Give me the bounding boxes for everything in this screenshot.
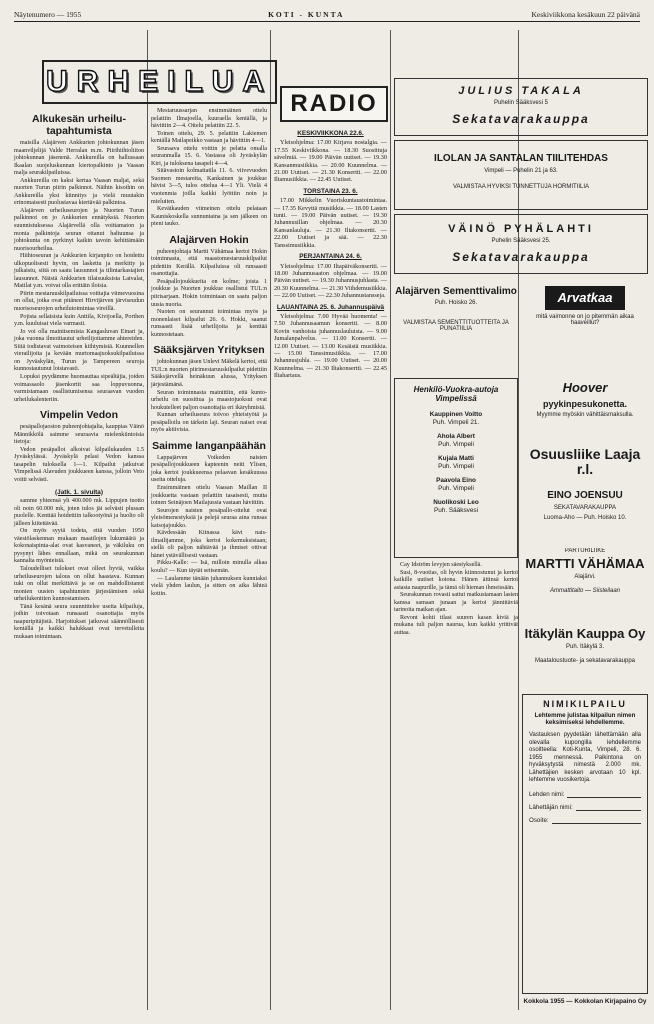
ad-title: Alajärven Sementtivalimo bbox=[395, 286, 517, 297]
ad-title: VÄINÖ PYHÄLAHTI bbox=[448, 223, 594, 235]
article-paragraph: Alajärven urheiluseurojen ja Nuorten Turun palkinnot on jo Ankkurien ennätyksiä. Nuorten suunnistuksessa Alajärvellä olla voittamaton ja monia palkintoja seuran ottanut haltuunsa ja johtokunta on pyrkinyt kaikin tavoin kehittämään nuorisourheilua. bbox=[14, 207, 144, 252]
ad-hoover bbox=[522, 378, 648, 440]
article-paragraph: Seurojen naisten pesäpallo-ottelut ovat yleisömenestyksiä ja pelejä seuraa aina runsas katsojajoukko. bbox=[151, 507, 267, 529]
continuation-label: (Jatk. 1. sivulta) bbox=[55, 488, 103, 496]
header-issue: Näytenumero — 1955 bbox=[14, 10, 82, 19]
article-title: Sääksjärven Yrityksen bbox=[153, 344, 265, 357]
sports-column-2 bbox=[151, 108, 267, 598]
sports-column bbox=[14, 108, 144, 641]
ad-desc: Maataloustuote- ja sekatavarakauppa bbox=[534, 658, 636, 664]
taxi-phone: Puh. Sääksvesi bbox=[433, 507, 479, 514]
contest-field-label: Osoite: bbox=[529, 816, 549, 824]
article-paragraph: Seuran toiminnasta mainittiin, että kunto-urheilu on suosittua ja maastojuoksut ovat houkutelleet paljon osanottajia eri ikäryhmistä. bbox=[151, 389, 267, 411]
ad-pre: PARTURILIIKE bbox=[564, 548, 606, 554]
sports-banner-title: URHEILUA bbox=[46, 65, 273, 98]
contest-title: NIMIKILPAILU bbox=[543, 699, 627, 709]
taxi-phone: Puh. Vimpeli bbox=[438, 485, 474, 492]
article-paragraph: samme yhteensä yli 400.000 mk. Lippujen tuotto oli noin 60.000 mk, joten tulos jäi selvästi plussan puolelle. Kenttää hoidettiin talkootyönä ja huolto oli jälleen kiitettävää. bbox=[14, 498, 144, 527]
ad-title: EINO JOENSUU bbox=[547, 490, 623, 501]
article-paragraph: Toinen ottelu, 29. 5. pelattiin Lakiemen kentällä Mailapeikko vastaan ja hävittiin 4—1. bbox=[151, 130, 267, 145]
ad-name: Sekatavarakauppa bbox=[452, 112, 590, 126]
radio-logo bbox=[280, 86, 388, 122]
ad-parturiliike bbox=[522, 548, 648, 614]
footer-printer: Kokkola 1955 — Kokkolan Kirjapaino Oy bbox=[523, 998, 647, 1005]
taxi-entry bbox=[395, 499, 517, 515]
taxi-phone: Puh. Vimpeli bbox=[438, 463, 474, 470]
article-title: Alajärven Hokin bbox=[169, 233, 249, 246]
article-paragraph: johtokunnan jäsen Unlevi Mäkelä kertoi, että TUL:n nuorten piirimestaruuskilpailut pidettiin Sääksjärvellä heinäkuun alussa, Yrityksen järjestämänä. bbox=[151, 359, 267, 388]
ad-subtitle: Alajärvi. bbox=[574, 574, 596, 580]
article-paragraph: Piirin mestaruuskilpailuissa voittajia viimevuosina on ollut, jotka ovat pitäneet Hirvijärven järviseudun nuorisoseurojen urheilutoimintaa vireillä. bbox=[14, 290, 144, 313]
taxi-name: Ahola Albert bbox=[437, 433, 475, 440]
ad-subtitle: Puhelin Sääksvesi 5 bbox=[493, 100, 549, 106]
taxi-name: Paavola Eino bbox=[436, 477, 476, 484]
article-paragraph: Lappajärven Voikeden naisten pesäpallojoukkueen kapteenin neiti Ylisen, joka kertoi joukkueensa pelaavan kesäkuussa useita otteluja. bbox=[151, 454, 267, 484]
article-paragraph: Lopuksi pyydämme huomauttaa sipeältäjia, joiden voimassaolo jäsenkortit saa loppuvuonna, varmistamaan osallistumisensa seuraavan vuoden urheilukalenteriin. bbox=[14, 373, 144, 403]
taxi-entry bbox=[395, 455, 517, 471]
header-paper-name: KOTI - KUNTA bbox=[268, 10, 345, 19]
contest-field-name bbox=[529, 791, 641, 798]
ad-arvatkaa bbox=[522, 280, 648, 376]
taxi-list bbox=[395, 411, 517, 515]
article-paragraph: Seuraava ottelu voittin je pelatta omalla seuranmalla 15. 6. Vastassa oli Jyväskylän Kiri, ja tuloksena tasapeli 4—4. bbox=[151, 145, 267, 167]
radio-day-heading: LAUANTAINA 25. 6. Juhannuspäivä bbox=[276, 303, 385, 311]
contest-field-address bbox=[529, 817, 641, 824]
ad-ilolan-tiilitehdas bbox=[394, 140, 648, 210]
taxi-name: Nuolikoski Leo bbox=[433, 499, 479, 506]
taxi-entry bbox=[395, 411, 517, 427]
ad-sementtivalimo bbox=[394, 280, 518, 374]
taxi-name: Kauppinen Voitto bbox=[429, 411, 483, 418]
ad-vuokra-autot bbox=[394, 378, 518, 558]
article-title: Vimpelin Vedon bbox=[40, 409, 118, 422]
article-paragraph: Ankkureilla on kaksi kertaa Vaasan maljat, sekä nuorten Turun piirin palkinnot. Näihin kisoihin on Ankkureilla yksi kiinnitys ja vielä muutakin erinomaisesti puolustavaa kiertävää palkintoa. bbox=[14, 177, 144, 207]
ad-name: pyykinpesukonetta. bbox=[542, 399, 628, 409]
contest-field-label: Lehden nimi: bbox=[529, 790, 565, 798]
article-paragraph: Ensimmäinen ottelu Vaasan Maillan II joukkuetta vastaan pelattiin tasaisesti, mutta toinen Seinäjoen Mailajussia vastaan hävittiin. bbox=[151, 484, 267, 507]
article-paragraph: Pojista sellaisista kuin Anttila, Kivijoella, Porthen y.m. kuuluisat viela varmasti. bbox=[14, 313, 144, 328]
ad-name: Sekatavarakauppa bbox=[452, 250, 590, 264]
ad-title: JULIUS TAKALA bbox=[458, 85, 584, 97]
ad-name: Osuusliike Laaja r.l. bbox=[529, 446, 641, 477]
radio-program: Yleisohjelma: 7.00 Hyvää huomenta! — 7.50 Juhannusaamun konsertti. — 8.00 Kovin vanhoista juhannuslauluista. — 9.00 Jumalanpalvelus. — 11.00 Konsertti. — 12.00 Uutiset. — 13.00 Kesäistä musiikkia. — 15.00 Tanssimusiikkia. — 17.00 Juhannusjuhla. — 19.00 Uutiset. — 20.00 Kuunnelma. — 21.30 Iltakonsertti. — 22.45 Iltahartaus. bbox=[274, 312, 387, 380]
sports-banner bbox=[42, 60, 277, 104]
header-date: Keskiviikkona kesäkuun 22 päivänä bbox=[531, 10, 640, 19]
ad-name: Itäkylän Kauppa Oy bbox=[524, 626, 646, 641]
article-paragraph: Mestaruussarjan ensimmäinen ottelu pelattiin Ilmajoella, kuuraella kentällä, ja hävittiin 2—4. Ottelu pelattiin 22. 5. bbox=[151, 108, 267, 130]
ad-eino-joensuu bbox=[522, 488, 648, 536]
column-rule bbox=[147, 30, 148, 1010]
article-paragraph: Sitävastoin kolmattatila 11. 6. viivevuoden Suomen mestareita, Kankainen ja joukkue hävisi 3—5, tulos ottelua 4—1 Yli. Vielä 4 vuotenmia joilla kaikki lyöttiin noin ja mieluiten. bbox=[151, 168, 267, 205]
ad-name: MARTTI VÄHÄMAA bbox=[525, 556, 645, 571]
article-paragraph: Jo voi olla mainitsemista Kangasluvan Einari ja, joka vuonna ilmoittautui urheilijoitamme ahtereiden. Siitä todistavat vaimoteisen kiihtymistä. Kuunnellen vierailijoita ja kevään murtomaajuoksukilpailuissa on Jyväskylän, Turun ja Tampereen seuroja kunnostautunut loistavasti. bbox=[14, 328, 144, 373]
column-rule bbox=[270, 30, 271, 1010]
radio-program: Yleisohjelma: 17.00 Kirjava nostalgia. — 17.55 Keskiviikkona. — 18.30 Suosittuja sävelmiä. — 19.00 Päivän uutiset. — 19.30 Kansanmusiikkia. — 20.00 Kuunnelma. — 21.00 Uutiset. — 21.30 Konsertti. — 22.00 Iltamusiikkia. — 22.45 Uutiset. bbox=[274, 139, 387, 184]
contest-text: Vastauksen pyydetään lähettämään alla olevalla kupongilla lehdellemme osoitteella: Koti-Kunta, Vimpeli, 28. 6. 1955 mennessä. Palkintona on hyväksytystä nimestä 2.000 mk. Lähettäjien kesken arvotaan 10 kpl. lehtemme vuosikertoja. bbox=[529, 732, 641, 783]
ad-desc: Ammattitaito — Siisteilaan bbox=[549, 588, 621, 594]
radio-logo-text: RADIO bbox=[290, 90, 378, 117]
ad-subtitle: Puh. Hoisko 26. bbox=[434, 300, 478, 306]
article-paragraph: Taloudelliset tulokset ovat olleet hyviä, vaikka urheiluseurojen talous on ollut haastava. Kunnan tuki on ollut merkittävä ja se on mahdollistanut monien uusien tapahtumien järjestämisen sekä urheilukenttien kunnostamisen. bbox=[14, 565, 144, 603]
taxi-name: Kujala Matti bbox=[438, 455, 474, 462]
ad-logo: Arvatkaa bbox=[545, 286, 625, 310]
ad-desc: VALMISTAA HYVIKSI TUNNETTUJA HORMITIILIA bbox=[452, 184, 590, 190]
article-paragraph: Kävdessään Kiinassa kävi nais-ilmailijamme, joka kertoi kokemuksistaan; siellä oli paljon nähtävää ja ihmiset ottivat hänet ystävällisesti vastaan. bbox=[151, 530, 267, 559]
ad-desc: Myymme myöskin vähittäismaksulla. bbox=[536, 412, 634, 418]
taxi-phone: Puh. Vimpeli bbox=[438, 441, 474, 448]
ad-osuusliike bbox=[522, 444, 648, 484]
article-paragraph: On myös syytä todeta, että vuoden 1950 väestölaskennan mukaan maatilojen lukumäärä ja kokonaispinta-alat ovat kasvaneet, ja väkiluku on pysynyt lähes ennallaan, mikä on seurakunnan kannalta myönteistä. bbox=[14, 528, 144, 565]
column-rule bbox=[390, 30, 391, 1010]
article-paragraph: Seurakunnan rovasti sattui matkustamaan lasten kanssa samaan junaan ja kertoi jännittäviä tarinoita matkan ajan. bbox=[394, 592, 518, 614]
name-contest-box bbox=[522, 694, 648, 994]
radio-day-heading: PERJANTAINA 24. 6. bbox=[299, 253, 362, 261]
article-paragraph: Revont kohti tilasi suuren kasan kiviä ja mukana tuli paljon naurua, kun kaikki yrittivät auttaa. bbox=[394, 614, 518, 636]
contest-field-label: Lähettäjän nimi: bbox=[529, 803, 573, 811]
article-paragraph: pesäpallojaoston puheenjohtajalta, kauppias Väinö Männikkölä saimme seuraavia mielenkiintoisia tietoja: bbox=[14, 424, 144, 446]
ad-vaino-pyhalahti bbox=[394, 214, 648, 274]
article-paragraph: Kunnan urheiluseura toivoo yhteistyötä ja pesäpalloilu on tärkein laji. Seuran naiset ovat myös aktiivisia. bbox=[151, 412, 267, 434]
article-paragraph: Cay Idström levyjen säestyksellä. bbox=[400, 562, 482, 568]
ad-desc: VALMISTAA SEMENTTITUOTTEITA JA PUNATIILIA bbox=[403, 320, 509, 332]
ad-subtitle: Luoma-Aho — Puh. Hoisko 10. bbox=[543, 515, 627, 521]
ad-subtitle: Puhelin Sääksvesi 25. bbox=[491, 238, 551, 244]
ad-title: ILOLAN JA SANTALAN TIILITEHDAS bbox=[434, 153, 608, 164]
taxi-entry bbox=[395, 477, 517, 493]
taxi-entry bbox=[395, 433, 517, 449]
radio-day-heading: KESKIVIIKKONA 22.6. bbox=[297, 130, 364, 137]
article-paragraph: Hiihtoseuran ja Ankkurien kirjanpito on hoidettu ulkopuolisesti hyvin, on laskettu ja merkitty ja julkaistu, siitä on saatu lausunnot ja tilintarkastajien lausunnot. Näistä Ankkurien tilaisuuksista Latvalat, Matilat y.m. voivat olla erittäin iloisia. bbox=[14, 253, 144, 290]
contest-subtitle: Lehtemme julistaa kilpailun nimen keksimiseksi lehdellemme. bbox=[534, 712, 636, 726]
article-paragraph: Susi, 8-vuotias, oli hyvin kiinnostunut ja kertoi kaikille uutiset kotona. Hänen äitinsä kertoi asiasta naapurille, ja tämä oli hieman ihmeissään. bbox=[394, 569, 518, 591]
radio-day-heading: TORSTAINA 23. 6. bbox=[303, 187, 358, 195]
page-header bbox=[14, 8, 640, 22]
misc-column bbox=[394, 562, 518, 637]
ad-subtitle: Puh. Itäkylä 3. bbox=[565, 644, 605, 650]
radio-program: 17.00 Mikkelin Vuoriskuntaustoimintaa. — 17.35 Kevyttä musiikkia. — 18.00 Lasten tunti. — 19.00 Päivän uutiset. — 19.30 Juhannusillan ohjelmaa. — 20.30 Kansanlauluja. — 21.30 Iltakonsertti. — 22.00 Uutiset ja sää. — 22.30 Tanssimusiikkia. bbox=[274, 197, 387, 249]
article-paragraph: Tänä kesänä seura suunnittelee useita kilpailuja, joihin toivotaan runsaasti osanottajia myös naapuripitäjistä. Harjoitukset jatkuvat säännöllisesti kentällä ja kaikki halukkaat ovat tervetulleita mukaan toimintaan. bbox=[14, 603, 144, 640]
article-title: Saimme langanpäähän bbox=[152, 439, 266, 452]
article-paragraph: Nuoten on seurannut toimintaa myös ja monenlaiset kilpailut 26. 6. Hokki, saanut runsaasti lisää urheilijoita ja kenttää kunnostetaan. bbox=[151, 309, 267, 338]
contest-field-sender bbox=[529, 804, 641, 811]
article-paragraph: maisilla Alajärven Ankkurien johtokunnan jäsen maanviljelijä Valde Herralan m.m. Piirihiihtoliiton johtokunnan jäsenenä. Ankkureilla on hallussaan Ikaalan suojeluskunnan kiertopalkinto ja Vaasan malja seurakilpailuissa. bbox=[14, 140, 144, 177]
ad-subtitle: Vimpeli — Puhelin 21 ja 63. bbox=[484, 168, 558, 174]
ad-julius-takala bbox=[394, 78, 648, 136]
ad-desc: mitä vaimonne on jo pitemmän aikaa haaveillut? bbox=[536, 314, 634, 326]
ad-name: SEKATAVARAKAUPPA bbox=[553, 505, 617, 511]
contest-field-line bbox=[567, 791, 641, 798]
radio-column bbox=[274, 126, 387, 380]
article-paragraph: puheenjohtaja Martti Vähämaa kertoi Hokin toiminnasta, että maastomestaruuskilpailut pidettiin Kerällä. Kilpailuissa oli runsaasti osanottajia. bbox=[151, 248, 267, 278]
article-title: Alkukesän urheilu-tapahtumista bbox=[32, 113, 126, 137]
article-paragraph: Kevätkauden viimeinen ottelu pelataan Kauniskoskella sunnuntaina ja sen jälkeen on pieni tauko. bbox=[151, 206, 267, 228]
ad-itakylan-kauppa bbox=[522, 622, 648, 686]
article-paragraph: Vedon pesäpallot alkoivat kilpailukauden 1.5 Jyväskylässä. Jyväskylä pelasi Vedon kanssa tasapelin tuloksella 1—1. Kilpailut jatkuivat Vimpelissä Alavuden joukkueen kanssa, jolloin Veto voitti selvästi. bbox=[14, 446, 144, 483]
contest-field-line bbox=[576, 804, 641, 811]
article-paragraph: Pikku-Kalle: — Isä, milloin minulla alkaa koulu? — Kun täytät seitsemän. bbox=[151, 560, 267, 574]
ad-title: Henkilö-Vuokra-autoja Vimpelissä bbox=[413, 385, 499, 403]
ad-logo: Hoover bbox=[562, 380, 608, 395]
contest-field-line bbox=[552, 817, 641, 824]
radio-program: Yleisohjelma: 17.00 Iltapäiväkonsertti. — 18.00 Juhannusaaton ohjelmaa. — 19.00 Päivän uutiset. — 19.30 Juhannusjuhlasta. — 20.30 Kuunnelma. — 21.30 Viihdemusiikkia. — 22.00 Uutiset. — 22.30 Juhannustansseja. bbox=[274, 262, 387, 300]
article-paragraph: — Laulamme tänään juhannuksen kunniaksi vielä yhden laulun, ja sitten on aika lähteä kotiin. bbox=[151, 575, 267, 597]
taxi-phone: Puh. Vimpeli 21. bbox=[432, 419, 480, 426]
article-paragraph: Pesäpallojoukkueita on kolme; joista 1 joukkue ja Nuorten joukkue osallistui TUL:n piirisarjaan. Hokin toimintaan on saatu paljon uusia nuoria. bbox=[151, 278, 267, 308]
